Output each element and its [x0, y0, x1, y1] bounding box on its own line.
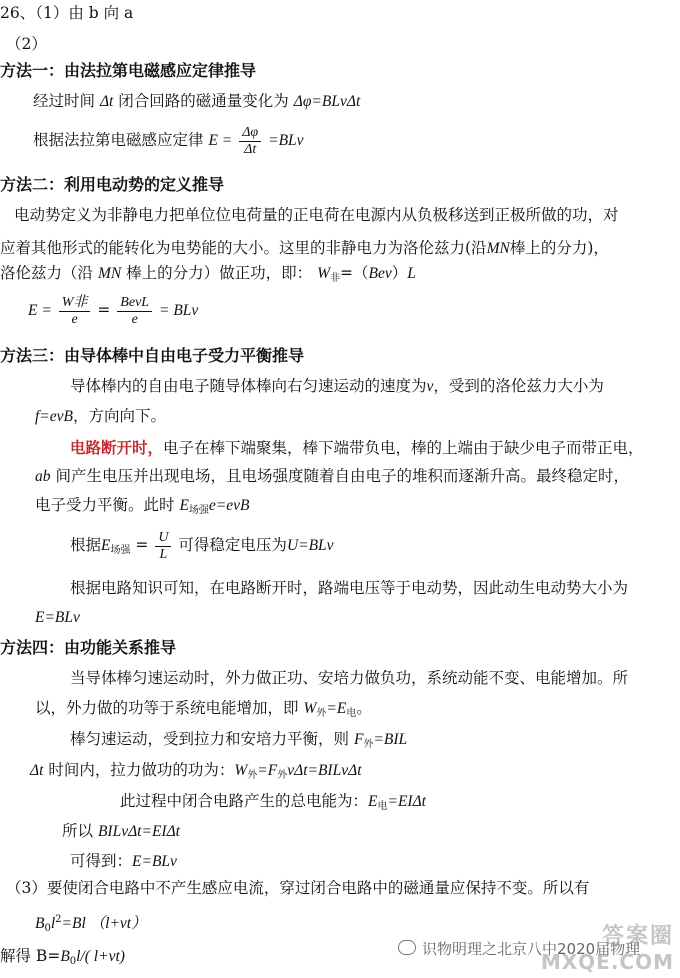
method-4-para-2: 以，外力做的功等于系统电能增加，即 $W_外=E_电$。 — [35, 699, 372, 719]
answer-2-label: （2） — [6, 35, 47, 53]
method-4-para-1: 当导体棒匀速运动时，外力做正功、安培力做负功，系统动能不变、电能增加。所 — [70, 669, 629, 687]
method-2-para-1: 电动势定义为非静电力把单位位电荷量的正电荷在电源内从负极移送到正极所做的功，对 — [14, 206, 619, 224]
method-4-title: 方法四：由功能关系推导 — [0, 638, 177, 657]
answer-3-line-1: （3）要使闭合电路中不产生感应电流，穿过闭合电路中的磁通量应保持不变。所以有 — [6, 879, 590, 897]
method-3-para-5: 电子受力平衡。此时 $E_{场强}e=evB$ — [35, 496, 250, 516]
method-4-para-4: Δt 时间内，拉力做功的功为：$W_外=F_外v\Delta t=BILv\Delta t$ — [30, 761, 362, 781]
fraction: $\frac{\text{BevL}}{e}$ — [117, 295, 152, 328]
method-2-formula: E = $\frac{\text{W非}}{e}$ = $\frac{\text{BevL}}{e}$ = BLv — [28, 294, 199, 327]
answer-1: 26、（1）由 b 向 a — [0, 4, 134, 22]
method-4-para-5: 此过程中闭合电路产生的总电能为：$E_电=EI\Delta t$ — [120, 792, 426, 812]
method-4-para-6: 所以 BILvΔt=EIΔt — [62, 822, 180, 840]
wechat-icon — [398, 940, 416, 955]
method-3-para-7: 根据电路知识可知，在电路断开时，路端电压等于电动势，因此动生电动势大小为 — [70, 579, 629, 597]
fraction: $\frac{\Delta\varphi}{\Delta t}$ — [239, 125, 261, 158]
method-1-line-1: 经过时间 Δt 闭合回路的磁通量变化为 Δφ=BLvΔt — [33, 92, 361, 110]
answer-3-line-3: 解得 $B=B_0l/$( l+vt) — [0, 947, 125, 967]
method-3-title: 方法三：由导体棒中自由电子受力平衡推导 — [0, 346, 305, 365]
method-4-para-3: 棒匀速运动，受到拉力和安培力平衡，则 $F_外=BIL$ — [70, 730, 408, 750]
method-2-para-2: 应着其他形式的能转化为电势能的大小。这里的非静电力为洛伦兹力(沿MN棒上的分力)， — [0, 239, 609, 257]
method-1-title: 方法一：由法拉第电磁感应定律推导 — [0, 61, 257, 80]
method-4-para-7: 可得到：E=BLv — [70, 852, 177, 870]
site-logo-watermark: 答案圈 MXQE.COM — [540, 924, 674, 974]
fraction: $\frac{\text{W非}}{e}$ — [59, 295, 91, 328]
method-3-formula: 根据$E_{场强}$ = $\frac{U}{L}$ 可得稳定电压为U=BLv — [70, 529, 334, 562]
method-2-para-3: 洛伦兹力（沿 MN 棒上的分力）做正功，即： $W_非=(Bev)L$ — [0, 264, 416, 284]
method-3-para-4: ab 间产生电压并出现电场，且电场强度随着自由电子的堆积而逐渐升高。最终稳定时， — [35, 467, 629, 485]
method-3-para-1: 导体棒内的自由电子随导体棒向右匀速运动的速度为v，受到的洛伦兹力大小为 — [70, 377, 604, 395]
method-2-title: 方法二：利用电动势的定义推导 — [0, 175, 225, 194]
method-1-formula: 根据法拉第电磁感应定律 E = $\frac{\Delta\varphi}{\Delta t}$ =BLv — [33, 124, 304, 157]
method-3-para-2: f=evB，方向向下。 — [35, 407, 167, 425]
fraction: $\frac{U}{L}$ — [155, 530, 171, 563]
answer-3-line-2: $B_0l^2=Bl$ （l+vt） — [35, 914, 147, 935]
method-3-result: E=BLv — [35, 609, 80, 626]
wechat-watermark: 识物明理之北京八中2020届物理 — [398, 938, 640, 959]
method-3-para-3: 电路断开时，电子在棒下端聚集，棒下端带负电，棒的上端由于缺少电子而带正电， — [70, 438, 644, 457]
